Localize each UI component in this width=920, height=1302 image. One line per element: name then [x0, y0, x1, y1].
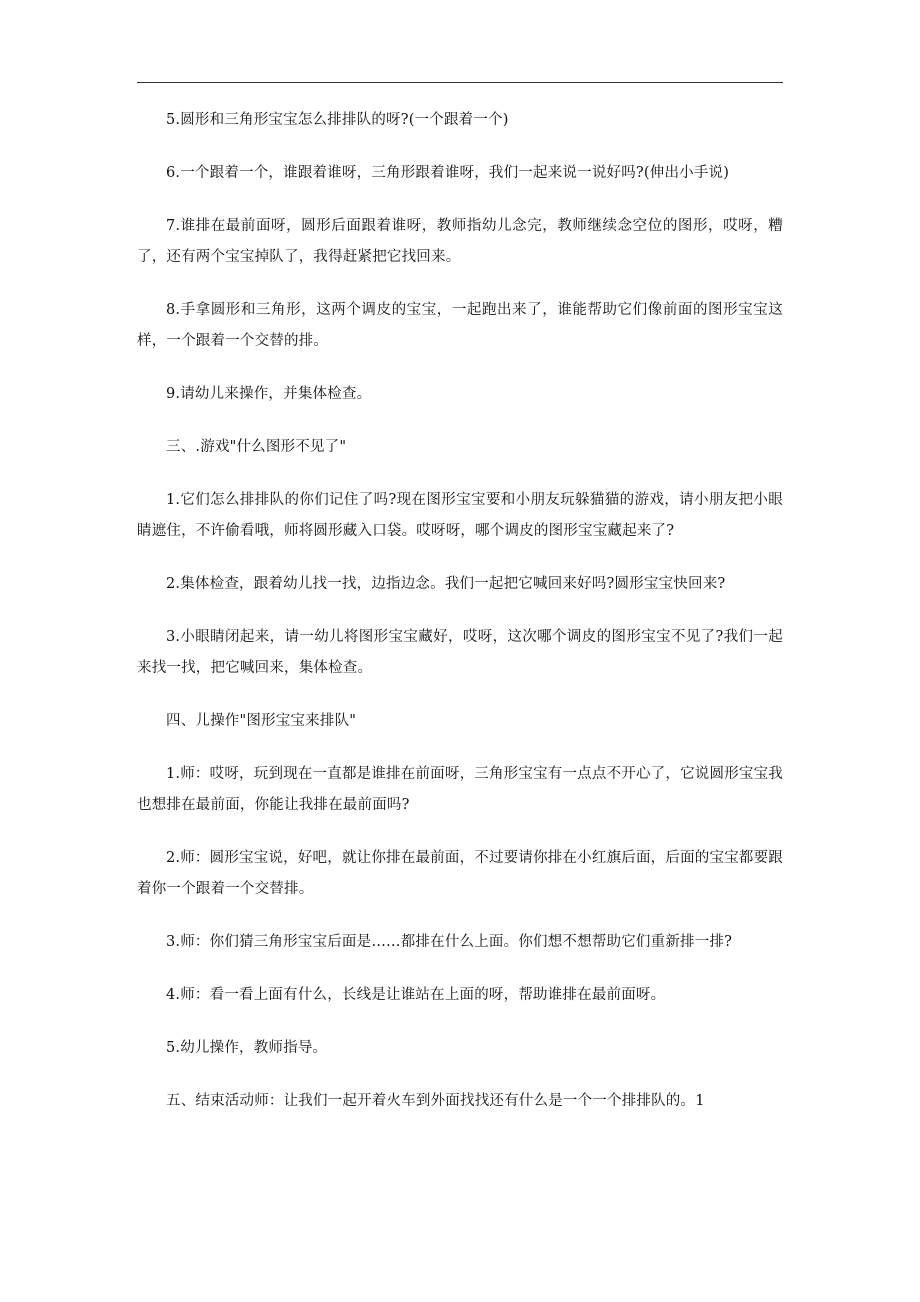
paragraph-operate-2: 2.师：圆形宝宝说，好吧，就让你排在最前面，不过要请你排在小红旗后面，后面的宝宝都要跟着你一个跟着一个交替排。: [137, 850, 783, 897]
paragraph-step-6: 6.一个跟着一个，谁跟着谁呀，三角形跟着谁呀，我们一起来说一说好吗?(伸出小手说): [166, 165, 730, 181]
paragraph-step-5: 5.圆形和三角形宝宝怎么排排队的呀?(一个跟着一个): [166, 112, 509, 128]
paragraph-step-8: 8.手拿圆形和三角形，这两个调皮的宝宝，一起跑出来了，谁能帮助它们像前面的图形宝宝这样，一个跟着一个交替的排。: [137, 302, 783, 349]
paragraph-operate-1: 1.师：哎呀，玩到现在一直都是谁排在前面呀，三角形宝宝有一点点不开心了，它说圆形宝宝我也想排在最前面，你能让我排在最前面吗?: [137, 766, 783, 813]
paragraph-game-1: 1.它们怎么排排队的你们记住了吗?现在图形宝宝要和小朋友玩躲猫猫的游戏，请小朋友把小眼睛遮住，不许偷看哦，师将圆形藏入口袋。哎呀呀，哪个调皮的图形宝宝藏起来了?: [137, 492, 783, 539]
paragraph-step-9: 9.请幼儿来操作，并集体检查。: [166, 386, 372, 402]
paragraph-step-7: 7.谁排在最前面呀，圆形后面跟着谁呀，教师指幼儿念完，教师继续念空位的图形，哎呀，糟了，还有两个宝宝掉队了，我得赶紧把它找回来。: [137, 218, 783, 265]
paragraph-game-3: 3.小眼睛闭起来，请一幼儿将图形宝宝藏好，哎呀，这次哪个调皮的图形宝宝不见了?我们一起来找一找，把它喊回来，集体检查。: [137, 629, 783, 676]
paragraph-game-2: 2.集体检查，跟着幼儿找一找，边指边念。我们一起把它喊回来好吗?圆形宝宝快回来?: [166, 576, 726, 592]
section-heading-5: 五、结束活动师：让我们一起开着火车到外面找找还有什么是一个一个排排队的。1: [166, 1093, 705, 1109]
header-rule: [137, 82, 783, 83]
paragraph-operate-4: 4.师：看一看上面有什么，长线是让谁站在上面的呀，帮助谁排在最前面呀。: [166, 987, 666, 1003]
section-heading-4: 四、儿操作"图形宝宝来排队": [166, 713, 357, 729]
paragraph-operate-3: 3.师：你们猜三角形宝宝后面是……都排在什么上面。你们想不想帮助它们重新排一排?: [166, 934, 733, 950]
document-body: [137, 105, 783, 1139]
section-heading-3: 三、.游戏"什么图形不见了": [166, 439, 347, 455]
paragraph-operate-5: 5.幼儿操作，教师指导。: [166, 1040, 328, 1056]
